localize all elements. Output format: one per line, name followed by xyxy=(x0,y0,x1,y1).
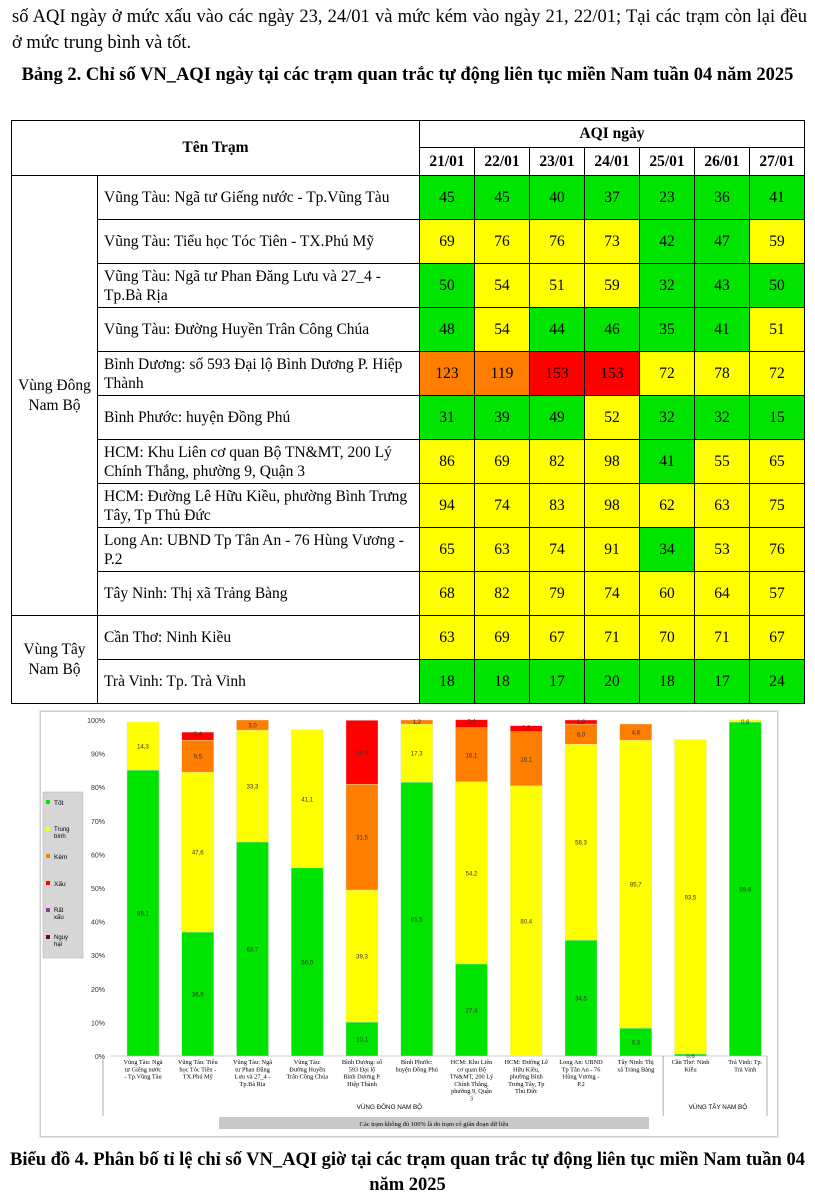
aqi-value-cell: 73 xyxy=(585,220,640,264)
data-label: 1,2 xyxy=(576,720,586,726)
aqi-value-cell: 72 xyxy=(640,352,695,396)
x-tick-label: Trưng Tây, Tp xyxy=(508,1080,545,1088)
x-tick-label: Đường Huyền xyxy=(289,1066,326,1074)
station-cell: Long An: UBND Tp Tân An - 76 Hùng Vương - P.2 xyxy=(98,528,420,572)
aqi-value-cell: 39 xyxy=(475,396,530,440)
data-label: 1,8 xyxy=(522,725,531,732)
aqi-value-cell: 123 xyxy=(420,352,475,396)
aqi-value-cell: 31 xyxy=(420,396,475,440)
date-header: 26/01 xyxy=(695,148,750,176)
aqi-value-cell: 63 xyxy=(420,616,475,660)
data-label: 99,4 xyxy=(739,887,752,894)
data-label: 9,5 xyxy=(193,754,202,761)
aqi-value-cell: 35 xyxy=(640,308,695,352)
aqi-value-cell: 60 xyxy=(640,572,695,616)
aqi-value-cell: 41 xyxy=(695,308,750,352)
aqi-value-cell: 153 xyxy=(585,352,640,396)
data-label: 85,7 xyxy=(629,882,642,889)
x-tick-label: huyện Đồng Phú xyxy=(395,1066,438,1074)
aqi-value-cell: 18 xyxy=(420,660,475,704)
x-tick-label: Trân Công Chúa xyxy=(286,1073,329,1081)
data-label: 80,4 xyxy=(520,919,533,926)
legend-label: Trung xyxy=(54,827,70,833)
aqi-value-cell: 71 xyxy=(585,616,640,660)
y-tick-label: 30% xyxy=(90,953,105,961)
aqi-value-cell: 69 xyxy=(420,220,475,264)
aqi-value-cell: 47 xyxy=(695,220,750,264)
data-label: 34,5 xyxy=(575,996,587,1003)
table-row xyxy=(12,660,805,704)
aqi-value-cell: 79 xyxy=(530,572,585,616)
data-label: 81,5 xyxy=(410,917,423,924)
x-tick-label: tư Giếng nước xyxy=(124,1066,162,1074)
y-tick-label: 100% xyxy=(87,718,105,725)
aqi-value-cell: 48 xyxy=(420,308,475,352)
aqi-value-cell: 76 xyxy=(530,220,585,264)
data-label: 2,4 xyxy=(467,719,476,726)
x-tick-label: tư Phan Đăng xyxy=(235,1066,270,1074)
x-tick-label: TN&MT, 200 Lý xyxy=(449,1073,494,1081)
aqi-value-cell: 51 xyxy=(750,308,805,352)
aqi-table xyxy=(11,120,805,704)
aqi-value-cell: 94 xyxy=(420,484,475,528)
x-tick-label: Vũng Tàu: Ngã xyxy=(232,1059,273,1066)
aqi-value-cell: 57 xyxy=(750,572,805,616)
aqi-value-cell: 49 xyxy=(530,396,585,440)
x-tick-label: phường 9, Quận xyxy=(451,1088,492,1096)
aqi-value-cell: 62 xyxy=(640,484,695,528)
x-tick-label: HCM: Khu Liên xyxy=(450,1059,493,1066)
x-tick-label: Trà Vinh xyxy=(734,1066,757,1074)
aqi-value-cell: 24 xyxy=(750,660,805,704)
aqi-value-cell: 119 xyxy=(475,352,530,396)
station-cell: Trà Vinh: Tp. Trà Vinh xyxy=(98,660,420,704)
aqi-value-cell: 83 xyxy=(530,484,585,528)
aqi-value-cell: 54 xyxy=(475,308,530,352)
table-row xyxy=(12,440,805,484)
data-label: 4,8 xyxy=(631,730,640,737)
x-tick-label: Bình Phước: xyxy=(400,1059,433,1066)
aqi-value-cell: 74 xyxy=(530,528,585,572)
legend-swatch xyxy=(46,827,50,831)
aqi-value-cell: 40 xyxy=(530,176,585,220)
aqi-value-cell: 43 xyxy=(695,264,750,308)
x-tick-label: Hùng Vương - xyxy=(562,1073,600,1081)
x-tick-label: Long An: UBND xyxy=(559,1059,603,1066)
aqi-value-cell: 59 xyxy=(585,264,640,308)
y-tick-label: 0% xyxy=(94,1054,105,1061)
data-label: 17,3 xyxy=(410,751,423,758)
aqi-value-cell: 20 xyxy=(585,660,640,704)
legend-label: Nguy xyxy=(54,935,69,941)
legend-swatch xyxy=(46,908,50,912)
aqi-value-cell: 63 xyxy=(475,528,530,572)
aqi-value-cell: 18 xyxy=(640,660,695,704)
aqi-value-cell: 86 xyxy=(420,440,475,484)
chart-caption: Biểu đồ 4. Phân bố tỉ lệ chỉ số VN_AQI giờ tại các trạm quan trắc tự động liên tục miền Nam tuần 04 năm 2025 xyxy=(10,1150,805,1195)
aqi-value-cell: 34 xyxy=(640,528,695,572)
station-cell: Vũng Tàu: Tiểu học Tóc Tiên - TX.Phú Mỹ xyxy=(98,220,420,264)
table-row xyxy=(12,616,805,660)
table-row xyxy=(12,396,805,440)
aqi-value-cell: 45 xyxy=(475,176,530,220)
aqi-value-cell: 46 xyxy=(585,308,640,352)
data-label: 1,2 xyxy=(412,720,421,726)
group-label: VÙNG TÂY NAM BỘ xyxy=(688,1104,748,1111)
aqi-value-cell: 67 xyxy=(530,616,585,660)
data-label: 16,1 xyxy=(465,753,478,760)
date-header: 22/01 xyxy=(475,148,530,176)
x-tick-label: Tp.Bà Rịa xyxy=(239,1080,266,1088)
intro-paragraph: số AQI ngày ở mức xấu vào các ngày 23, 24/01 và mức kém vào ngày 21, 22/01; Tại các trạm còn lại đều ở mức trung bình và tốt. xyxy=(12,7,807,53)
data-label: 14,3 xyxy=(137,744,149,751)
date-header: 27/01 xyxy=(750,148,805,176)
aqi-value-cell: 37 xyxy=(585,176,640,220)
aqi-value-cell: 76 xyxy=(750,528,805,572)
x-tick-label: Tp Tân An - 76 xyxy=(561,1066,601,1074)
data-label: 33,3 xyxy=(246,784,259,791)
legend-label: Rất xyxy=(54,908,64,914)
region-cell: Vùng Đông Nam Bộ xyxy=(12,176,98,616)
x-tick-label: Bình Dương: số xyxy=(341,1059,383,1066)
y-tick-label: 50% xyxy=(90,886,105,893)
station-cell: Vũng Tàu: Ngã tư Phan Đăng Lưu và 27_4 - Tp.Bà Rịa xyxy=(98,264,420,308)
y-tick-label: 20% xyxy=(90,986,105,994)
y-tick-label: 70% xyxy=(90,818,105,826)
legend-label: Tốt xyxy=(54,800,64,807)
aqi-value-cell: 68 xyxy=(420,572,475,616)
x-tick-label: 3 xyxy=(469,1095,474,1103)
aqi-value-cell: 15 xyxy=(750,396,805,440)
data-label: 8,3 xyxy=(631,1040,640,1047)
data-label: 63,7 xyxy=(246,947,259,954)
aqi-value-cell: 51 xyxy=(530,264,585,308)
data-label: 19,0 xyxy=(356,750,368,757)
y-tick-label: 90% xyxy=(90,751,105,759)
station-cell: Bình Phước: huyện Đồng Phú xyxy=(98,396,420,440)
station-cell: HCM: Đường Lê Hữu Kiều, phường Bình Trưng Tây, Tp Thủ Đức xyxy=(98,484,420,528)
aqi-value-cell: 23 xyxy=(640,176,695,220)
x-tick-label: Tây Ninh: Thị xyxy=(617,1059,654,1066)
aqi-value-cell: 45 xyxy=(420,176,475,220)
aqi-value-cell: 74 xyxy=(475,484,530,528)
data-label: 2,4 xyxy=(193,732,202,739)
table-row xyxy=(12,528,805,572)
legend-swatch xyxy=(46,935,50,939)
aqi-value-cell: 74 xyxy=(585,572,640,616)
aqi-value-cell: 42 xyxy=(640,220,695,264)
table-row xyxy=(12,220,805,264)
aqi-value-cell: 82 xyxy=(530,440,585,484)
legend-label: hại xyxy=(54,942,63,948)
station-cell: HCM: Khu Liên cơ quan Bộ TN&MT, 200 Lý Chính Thắng, phường 9, Quận 3 xyxy=(98,440,420,484)
aqi-value-cell: 32 xyxy=(640,264,695,308)
data-label: 58,3 xyxy=(575,840,587,847)
x-tick-label: Trà Vinh: Tp. xyxy=(728,1059,763,1066)
x-tick-label: cơ quan Bộ xyxy=(457,1066,486,1074)
station-cell: Vũng Tàu: Đường Huyền Trân Công Chúa xyxy=(98,308,420,352)
legend-swatch xyxy=(46,881,50,885)
legend-panel xyxy=(43,792,83,958)
data-label: 56,0 xyxy=(301,960,314,967)
aqi-value-cell: 70 xyxy=(640,616,695,660)
x-tick-label: P.2 xyxy=(577,1080,585,1088)
data-label: 3,0 xyxy=(248,723,257,730)
group-label: VÙNG ĐÔNG NAM BỘ xyxy=(356,1104,423,1111)
table-row xyxy=(12,484,805,528)
data-label: 54,2 xyxy=(465,871,478,878)
x-tick-label: phường Bình xyxy=(509,1073,543,1081)
date-header: 21/01 xyxy=(420,148,475,176)
legend-label: Kém xyxy=(54,854,68,861)
chart-note: Các trạm không đủ 100% là do trạm có gián đoạn dữ liệu xyxy=(359,1121,509,1128)
data-label: 0,6 xyxy=(741,720,750,726)
table-row xyxy=(12,572,805,616)
aqi-value-cell: 76 xyxy=(475,220,530,264)
x-tick-label: TX.Phú Mỹ xyxy=(182,1073,213,1081)
legend-label: xấu xyxy=(54,915,64,921)
aqi-value-cell: 72 xyxy=(750,352,805,396)
table-row xyxy=(12,352,805,396)
x-tick-label: HCM: Đường Lê xyxy=(504,1059,548,1066)
table-row xyxy=(12,264,805,308)
aqi-value-cell: 36 xyxy=(695,176,750,220)
station-cell: Vũng Tàu: Ngã tư Giếng nước - Tp.Vũng Tàu xyxy=(98,176,420,220)
legend-label: bình xyxy=(54,834,66,840)
table-caption: Bảng 2. Chỉ số VN_AQI ngày tại các trạm quan trắc tự động liên tục miền Nam tuần 04 năm 2025 xyxy=(21,65,794,85)
data-label: 10,1 xyxy=(356,1037,368,1044)
aqi-value-cell: 59 xyxy=(750,220,805,264)
data-label: 41,1 xyxy=(301,797,314,804)
aqi-value-cell: 67 xyxy=(750,616,805,660)
table-row xyxy=(12,176,805,220)
y-tick-label: 40% xyxy=(90,919,105,927)
aqi-value-cell: 153 xyxy=(530,352,585,396)
aqi-value-cell: 75 xyxy=(750,484,805,528)
x-tick-label: Hiệp Thành xyxy=(347,1080,377,1088)
station-cell: Bình Dương: số 593 Đại lộ Bình Dương P. Hiệp Thành xyxy=(98,352,420,396)
y-tick-label: 60% xyxy=(90,852,105,860)
aqi-value-cell: 32 xyxy=(695,396,750,440)
x-tick-label: Cần Thơ: Ninh xyxy=(671,1059,710,1066)
aqi-value-cell: 41 xyxy=(750,176,805,220)
aqi-value-cell: 44 xyxy=(530,308,585,352)
aqi-value-cell: 18 xyxy=(475,660,530,704)
aqi-value-cell: 69 xyxy=(475,440,530,484)
table-row xyxy=(12,308,805,352)
aqi-value-cell: 82 xyxy=(475,572,530,616)
data-label: 47,6 xyxy=(191,850,204,857)
station-header: Tên Trạm xyxy=(12,121,420,176)
aqi-value-cell: 53 xyxy=(695,528,750,572)
x-tick-label: Thủ Đức xyxy=(515,1088,538,1096)
aqi-header: AQI ngày xyxy=(420,121,805,148)
data-label: 0,6 xyxy=(686,1053,695,1060)
station-cell: Cần Thơ: Ninh Kiều xyxy=(98,616,420,660)
aqi-value-cell: 17 xyxy=(695,660,750,704)
x-tick-label: Chính Thắng, xyxy=(454,1080,489,1088)
date-header: 23/01 xyxy=(530,148,585,176)
data-label: 85,1 xyxy=(137,911,149,918)
aqi-value-cell: 65 xyxy=(420,528,475,572)
x-tick-label: học Tóc Tiên - xyxy=(179,1066,217,1074)
aqi-value-cell: 50 xyxy=(750,264,805,308)
x-tick-label: - Tp.Vũng Tàu xyxy=(124,1073,162,1081)
aqi-value-cell: 98 xyxy=(585,440,640,484)
x-tick-label: Kiều xyxy=(684,1066,697,1074)
station-cell: Tây Ninh: Thị xã Trảng Bàng xyxy=(98,572,420,616)
aqi-value-cell: 69 xyxy=(475,616,530,660)
data-label: 36,9 xyxy=(191,992,204,999)
x-tick-label: Bình Dương P. xyxy=(343,1073,381,1081)
y-tick-label: 10% xyxy=(90,1020,105,1028)
data-label: 27,4 xyxy=(465,1008,478,1015)
legend-swatch xyxy=(46,854,50,858)
data-label: 6,0 xyxy=(576,732,586,739)
legend-label: Xấu xyxy=(54,881,66,888)
date-header: 24/01 xyxy=(585,148,640,176)
x-tick-label: Vũng Tàu: Ngã xyxy=(123,1059,163,1066)
aqi-value-cell: 65 xyxy=(750,440,805,484)
x-tick-label: Vũng Tàu: Tiểu xyxy=(177,1059,218,1066)
aqi-value-cell: 64 xyxy=(695,572,750,616)
date-header: 25/01 xyxy=(640,148,695,176)
data-label: 39,3 xyxy=(356,954,368,961)
aqi-value-cell: 63 xyxy=(695,484,750,528)
aqi-value-cell: 54 xyxy=(475,264,530,308)
legend-swatch xyxy=(46,800,50,804)
data-label: 16,1 xyxy=(520,757,533,764)
x-tick-label: xã Trảng Bàng xyxy=(617,1066,655,1074)
aqi-value-cell: 50 xyxy=(420,264,475,308)
aqi-value-cell: 52 xyxy=(585,396,640,440)
y-tick-label: 80% xyxy=(90,785,105,793)
aqi-value-cell: 41 xyxy=(640,440,695,484)
aqi-value-cell: 91 xyxy=(585,528,640,572)
x-tick-label: Hữu Kiều, xyxy=(513,1066,540,1074)
data-label: 31,5 xyxy=(356,835,368,842)
aqi-value-cell: 55 xyxy=(695,440,750,484)
aqi-value-cell: 32 xyxy=(640,396,695,440)
x-tick-label: Lưu và 27_4 - xyxy=(234,1073,271,1081)
aqi-hourly-chart xyxy=(41,712,777,1136)
data-label: 93,5 xyxy=(684,895,697,902)
aqi-value-cell: 78 xyxy=(695,352,750,396)
aqi-value-cell: 98 xyxy=(585,484,640,528)
x-tick-label: Vũng Tàu: xyxy=(293,1059,321,1066)
region-cell: Vùng Tây Nam Bộ xyxy=(12,616,98,704)
aqi-value-cell: 71 xyxy=(695,616,750,660)
x-tick-label: 593 Đại lộ xyxy=(348,1066,376,1074)
aqi-value-cell: 17 xyxy=(530,660,585,704)
chart-frame xyxy=(40,711,778,1137)
